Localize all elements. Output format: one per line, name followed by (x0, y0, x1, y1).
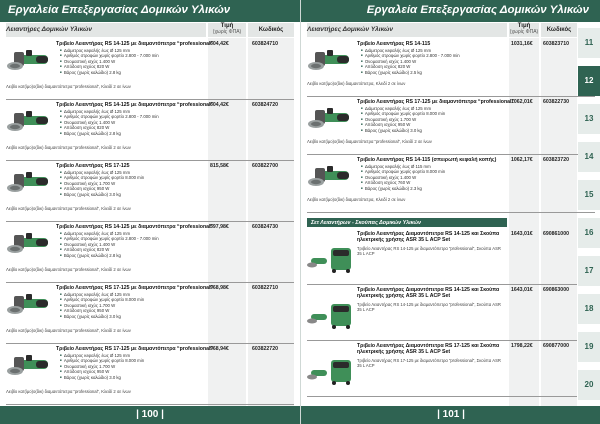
spec-item: ■ Αριθμός στροφών χωρίς φορτίο 8.000 min (60, 175, 144, 180)
set-price: 1643,01€ (511, 231, 533, 237)
product-divider (6, 404, 294, 405)
product-price: 1062,17€ (511, 157, 533, 163)
product-item (301, 156, 600, 214)
spec-item: ■ Βάρος (χωρίς καλώδιο) 2.5 kg (361, 70, 460, 75)
spec-item: ■ Αριθμός στροφών χωρίς φορτίο 8.000 min (60, 358, 144, 363)
product-description: Λειβίο κατ(ίμο)ο(δικ) διαμαντόπετρα “professional”, Κλειδί 2 σε ίνων (6, 267, 131, 272)
spec-item: ■ Απόδοση ισχύος 950 W (361, 122, 445, 127)
spec-item: ■ Ονομαστική ισχύς 1.700 W (60, 181, 144, 186)
product-image (6, 107, 52, 133)
product-description: Λειβίο κατ(ίμο)ο(δικ) διαμαντόπετρα “professional”, Κλειδί 2 σε ίνων (307, 139, 432, 144)
product-divider (6, 282, 294, 283)
product-divider (6, 343, 294, 344)
product-description: Λειβίο κατ(ίμο)ο(δικ) διαμαντόπετρα, Κλειδί 2 σε ίνων (307, 197, 406, 202)
left-price-col-header (208, 23, 246, 37)
set-section-title: Σετ Λειαντήρων - Σκούπας Δομικών Υλικών (311, 219, 422, 226)
chapter-tab-20[interactable]: 20 (578, 370, 600, 400)
spec-item: ■ Απόδοση ισχύος 950 W (60, 369, 144, 374)
spec-item: ■ Αριθμός στροφών χωρίς φορτίο 8.000 min (361, 169, 445, 174)
spec-item: ■ Βάρος (χωρίς καλώδιο) 3.0 kg (60, 314, 144, 319)
product-description: Λειβίο κατ(ίμο)ο(δικ) διαμαντόπετρα “professional”, Κλειδί 2 σε ίνων (6, 145, 131, 150)
set-code: 690877000 (543, 343, 569, 349)
product-specs (60, 170, 144, 197)
product-price: 597,98€ (210, 224, 229, 230)
product-price: 604,42€ (210, 41, 229, 47)
product-description: Λειβίο κατ(ίμο)ο(δικ) διαμαντόπετρα “professional”, Κλειδί 2 σε ίνων (6, 206, 131, 211)
right-footer (301, 406, 600, 424)
left-header-title: Εργαλεία Επεξεργασίας Δομικών Υλικών (8, 4, 231, 16)
spec-item: ■ Βάρος (χωρίς καλώδιο) 2.8 kg (60, 70, 159, 75)
right-header-title: Εργαλεία Επεξεργασίας Δομικών Υλικών (366, 4, 589, 16)
spec-item: ■ Διάμετρος κεφαλής έως Ø 125 mm (361, 106, 445, 111)
spec-item: ■ Ονομαστική ισχύς 1.700 W (60, 364, 144, 369)
set-divider (307, 396, 577, 397)
right-section-title: Λειαντήρες Δομικών Υλικών (307, 26, 394, 33)
product-price: 968,94€ (210, 346, 229, 352)
product-description: Λειβίο κατ(ίμο)ο(δικ) διαμαντόπετρα “professional”, Κλειδί 2 σε ίνων (6, 389, 131, 394)
spec-item: ■ Διάμετρος κεφαλής έως Ø 125 mm (60, 109, 159, 114)
set-price: 1643,01€ (511, 287, 533, 293)
product-item (0, 284, 300, 345)
left-section-title: Λειαντήρες Δομικών Υλικών (6, 26, 93, 33)
product-image (6, 290, 52, 316)
code-col-label: Κωδικός (258, 27, 284, 33)
product-image (6, 229, 52, 255)
set-divider (307, 284, 577, 285)
product-item (301, 40, 600, 98)
right-header (301, 0, 600, 22)
product-price: 1062,01€ (511, 99, 533, 105)
product-image (307, 46, 353, 72)
spec-item: ■ Ονομαστική ισχύς 1.700 W (361, 117, 445, 122)
spec-item: ■ Βάρος (χωρίς καλώδιο) 2.8 kg (60, 253, 159, 258)
left-code-col-header (248, 23, 294, 37)
set-title: Τριβείο Λειαντήρας Διαμαντόπετρα RS 14-125 και Σκούπα ηλεκτρικής χρήσης ASR 35 L ACP Set (357, 287, 500, 299)
spec-item: ■ Βάρος (χωρίς καλώδιο) 2.8 kg (60, 131, 159, 136)
spec-item: ■ Απόδοση ισχύος 950 W (60, 308, 144, 313)
spec-item: ■ Διάμετρος κεφαλής έως Ø 125 mm (60, 231, 159, 236)
set-title: Τριβείο Λειαντήρας Διαμαντόπετρα RS 14-125 και Σκούπα ηλεκτρικής χρήσης ASR 35 L ACP Set (357, 231, 500, 243)
product-divider (6, 160, 294, 161)
spec-item: ■ Βάρος (χωρίς καλώδιο) 3.0 kg (361, 128, 445, 133)
product-price: 968,98€ (210, 285, 229, 291)
spec-item: ■ Βάρος (χωρίς καλώδιο) 3.0 kg (60, 192, 144, 197)
set-description: Τριβείο Λειαντήρας RS 14-125 με διαμαντόπετρα “professional”, Σκούπα ASR 35 L ACP (357, 302, 501, 313)
right-page-number: | 101 | (437, 409, 465, 420)
product-title: Τριβείο Λειαντήρας RS 14-115 (357, 41, 431, 47)
set-price: 1798,22€ (511, 343, 533, 349)
product-image (6, 46, 52, 72)
spec-item: ■ Αριθμός στροφών χωρίς φορτίο 8.000 min (361, 111, 445, 116)
product-image (6, 168, 52, 194)
product-image (307, 162, 353, 188)
product-title: Τριβείο Λειαντήρας RS 17-125 με διαμαντόπετρα “professional” (56, 346, 214, 352)
chapter-tab-13[interactable]: 13 (578, 104, 600, 134)
product-description: Λειβίο κατ(ίμο)ο(δικ) διαμαντόπετρα “professional”, Κλειδί 2 σε ίνων (6, 328, 131, 333)
spec-item: ■ Απόδοση ισχύος 760 W (361, 180, 445, 185)
code-col-label: Κωδικός (546, 27, 572, 33)
product-specs (60, 48, 159, 75)
set-image (307, 300, 353, 330)
product-item (0, 162, 300, 223)
chapter-tab-14[interactable]: 14 (578, 142, 600, 172)
product-title: Τριβείο Λειαντήρας RS 14-115 (σπειρωτή κεφαλή κοπής) (357, 157, 497, 163)
price-col-label: Τιμή (220, 23, 234, 29)
product-price: 1031,16€ (511, 41, 533, 47)
spec-item: ■ Απόδοση ισχύος 820 W (361, 64, 460, 69)
product-code: 603822730 (543, 99, 569, 105)
product-specs (361, 164, 445, 191)
spec-item: ■ Αριθμός στροφών χωρίς φορτίο 2.800 - 7.000 min (361, 53, 460, 58)
product-code: 603823710 (543, 41, 569, 47)
right-column-header (301, 23, 600, 37)
product-divider (6, 221, 294, 222)
product-title: Τριβείο Λειαντήρας RS 17-125 με διαμαντόπετρα “professional” (56, 285, 214, 291)
chapter-tab-15[interactable]: 15 (578, 180, 600, 210)
right-price-col-header (509, 23, 539, 37)
spec-item: ■ Αριθμός στροφών χωρίς φορτίο 2.800 - 7.000 min (60, 53, 159, 58)
set-image (307, 244, 353, 274)
product-title: Τριβείο Λειαντήρας RS 14-125 με διαμαντόπετρα “professional” (56, 224, 214, 230)
set-item (301, 342, 600, 398)
spec-item: ■ Αριθμός στροφών χωρίς φορτίο 2.800 - 7.000 min (60, 114, 159, 119)
spec-item: ■ Ονομαστική ισχύς 1.400 W (361, 175, 445, 180)
spec-item: ■ Αριθμός στροφών χωρίς φορτίο 8.000 min (60, 297, 144, 302)
spec-item: ■ Αριθμός στροφών χωρίς φορτίο 2.800 - 7.000 min (60, 236, 159, 241)
chapter-tab-17[interactable]: 17 (578, 256, 600, 286)
product-divider (307, 154, 595, 155)
left-footer (0, 406, 300, 424)
price-col-sub: (χωρίς ΦΠΑ) (509, 29, 539, 35)
product-code: 603822720 (252, 346, 278, 352)
set-divider (307, 340, 577, 341)
product-description: Λειβίο κατ(ίμο)ο(δικ) διαμαντόπετρα, Κλειδί 2 σε ίνων (307, 81, 406, 86)
product-code: 603822710 (252, 285, 278, 291)
product-code: 603824720 (252, 102, 278, 108)
price-col-sub: (χωρίς ΦΠΑ) (212, 29, 242, 35)
spec-item: ■ Ονομαστική ισχύς 1.400 W (60, 59, 159, 64)
right-page (300, 0, 600, 424)
spec-item: ■ Απόδοση ισχύος 950 W (60, 186, 144, 191)
product-code: 603823720 (543, 157, 569, 163)
product-item (0, 101, 300, 162)
chapter-tab-19[interactable]: 19 (578, 332, 600, 362)
product-specs (361, 48, 460, 75)
spec-item: ■ Διάμετρος κεφαλής έως Ø 115 mm (361, 164, 445, 169)
set-code: 690861000 (543, 231, 569, 237)
product-title: Τριβείο Λειαντήρας RS 14-125 με διαμαντόπετρα “professional” (56, 41, 214, 47)
chapter-tab-18[interactable]: 18 (578, 294, 600, 324)
product-divider (307, 212, 595, 213)
spec-item: ■ Απόδοση ισχύος 820 W (60, 125, 159, 130)
product-item (301, 98, 600, 156)
product-specs (60, 292, 144, 319)
set-title: Τριβείο Λειαντήρας Διαμαντόπετρα RS 17-125 και Σκούπα ηλεκτρικής χρήσης ASR 35 L ACP Set (357, 343, 500, 355)
set-description: Τριβείο Λειαντήρας RS 17-125 με διαμαντόπετρα “professional”, Σκούπα ASR 35 L ACP (357, 358, 501, 369)
product-price: 604,42€ (210, 102, 229, 108)
spec-item: ■ Ονομαστική ισχύς 1.400 W (60, 120, 159, 125)
set-image (307, 356, 353, 386)
product-description: Λειβίο κατ(ίμο)ο(δικ) διαμαντόπετρα “professional”, Κλειδί 2 σε ίνων (6, 84, 131, 89)
spec-item: ■ Βάρος (χωρίς καλώδιο) 3.0 kg (60, 375, 144, 380)
price-col-label: Τιμή (517, 23, 531, 29)
product-specs (60, 109, 159, 136)
set-description: Τριβείο Λειαντήρας RS 14-125 με διαμαντόπετρα “professional”, Σκούπα ASR 35 L ACP (357, 246, 501, 257)
spec-item: ■ Βάρος (χωρίς καλώδιο) 2.3 kg (361, 186, 445, 191)
product-code: 603824710 (252, 41, 278, 47)
left-header (0, 0, 300, 22)
left-column-header (0, 23, 300, 37)
spec-item: ■ Ονομαστική ισχύς 1.700 W (60, 303, 144, 308)
set-item (301, 286, 600, 342)
product-divider (6, 99, 294, 100)
product-specs (60, 231, 159, 258)
spec-item: ■ Ονομαστική ισχύς 1.400 W (60, 242, 159, 247)
product-specs (60, 353, 144, 380)
spec-item: ■ Διάμετρος κεφαλής έως Ø 125 mm (60, 353, 144, 358)
spec-item: ■ Διάμετρος κεφαλής έως Ø 125 mm (361, 48, 460, 53)
set-section-bar (307, 218, 507, 227)
right-code-col-header (541, 23, 577, 37)
spec-item: ■ Διάμετρος κεφαλής έως Ø 125 mm (60, 48, 159, 53)
chapter-tabs (578, 22, 600, 406)
spec-item: ■ Διάμετρος κεφαλής έως Ø 125 mm (60, 170, 144, 175)
product-code: 603824730 (252, 224, 278, 230)
product-item (0, 223, 300, 284)
spec-item: ■ Διάμετρος κεφαλής έως Ø 125 mm (60, 292, 144, 297)
spec-item: ■ Απόδοση ισχύος 820 W (60, 64, 159, 69)
set-item (301, 230, 600, 286)
product-title: Τριβείο Λειαντήρας RS 17-125 (56, 163, 130, 169)
spec-item: ■ Ονομαστική ισχύς 1.400 W (361, 59, 460, 64)
product-title: Τριβείο Λειαντήρας RS 17-125 με διαμαντόπετρα “professional” (357, 99, 515, 105)
product-image (6, 351, 52, 377)
product-item (0, 345, 300, 406)
chapter-tab-16[interactable]: 16 (578, 218, 600, 248)
chapter-tab-11[interactable]: 11 (578, 28, 600, 58)
product-image (307, 104, 353, 130)
spec-item: ■ Απόδοση ισχύος 820 W (60, 247, 159, 252)
product-code: 603822700 (252, 163, 278, 169)
product-title: Τριβείο Λειαντήρας RS 14-125 με διαμαντόπετρα “professional” (56, 102, 214, 108)
left-page-number: | 100 | (136, 409, 164, 420)
product-divider (307, 96, 595, 97)
product-item (0, 40, 300, 101)
product-price: 815,58€ (210, 163, 229, 169)
product-specs (361, 106, 445, 133)
chapter-tab-12[interactable]: 12 (578, 66, 600, 96)
set-code: 690863000 (543, 287, 569, 293)
